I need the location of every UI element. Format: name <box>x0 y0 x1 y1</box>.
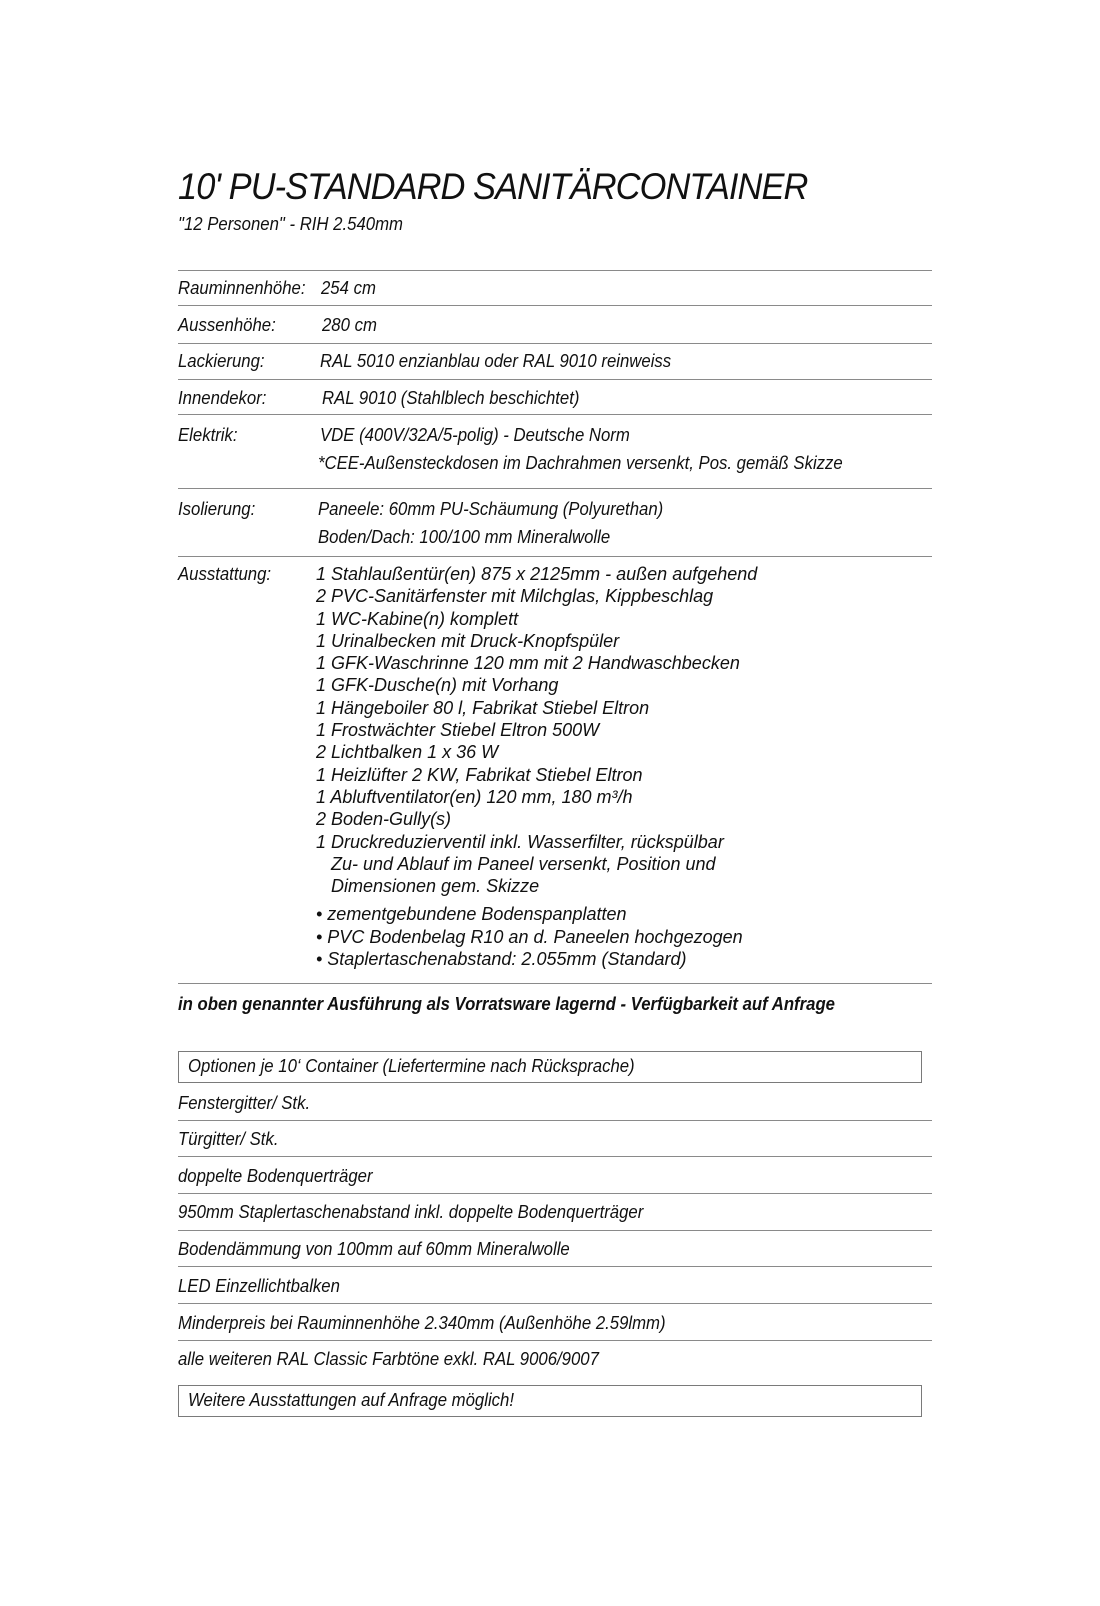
divider <box>178 379 932 380</box>
equipment-item: 1 Stahlaußentür(en) 875 x 2125mm - außen aufgehend <box>316 564 758 584</box>
spec-label: Lackierung: <box>178 351 265 371</box>
option-item: Bodendämmung von 100mm auf 60mm Mineralwolle <box>178 1239 570 1259</box>
divider <box>178 305 932 306</box>
page-title: 10' PU-STANDARD SANITÄRCONTAINER <box>178 166 808 207</box>
options-header: Optionen je 10‘ Container (Liefertermine nach Rücksprache) <box>188 1056 635 1076</box>
divider <box>178 1230 932 1231</box>
equipment-item: 1 Heizlüfter 2 KW, Fabrikat Stiebel Eltron <box>316 764 643 785</box>
option-item: Fenstergitter/ Stk. <box>178 1093 311 1113</box>
divider <box>178 983 932 984</box>
options-header-box <box>178 1051 922 1083</box>
option-item: alle weiteren RAL Classic Farbtöne exkl. RAL 9006/9007 <box>178 1349 599 1369</box>
divider <box>178 1193 932 1194</box>
spec-value-2: Boden/Dach: 100/100 mm Mineralwolle <box>318 527 611 547</box>
divider <box>178 1266 932 1267</box>
equipment-item: 1 Druckreduzierventil inkl. Wasserfilter, rückspülbar <box>316 831 724 852</box>
spec-label: Innendekor: <box>178 388 267 408</box>
equipment-item: 2 Lichtbalken 1 x 36 W <box>316 742 499 763</box>
equipment-item: 1 Frostwächter Stiebel Eltron 500W <box>316 720 600 741</box>
divider <box>178 343 932 344</box>
option-item: Minderpreis bei Rauminnenhöhe 2.340mm (Außenhöhe 2.59lmm) <box>178 1313 666 1333</box>
spec-value: RAL 9010 (Stahlblech beschichtet) <box>322 388 580 408</box>
option-item: 950mm Staplertaschenabstand inkl. doppelte Bodenquerträger <box>178 1202 644 1222</box>
option-item: LED Einzellichtbalken <box>178 1276 340 1296</box>
divider <box>178 1120 932 1121</box>
feature-list <box>316 903 743 971</box>
equipment-item-continued: Dimensionen gem. Skizze <box>331 876 540 897</box>
spec-label: Ausstattung: <box>178 564 272 584</box>
equipment-item: 2 PVC-Sanitärfenster mit Milchglas, Kippbeschlag <box>316 586 714 607</box>
spec-label: Rauminnenhöhe: <box>178 278 306 298</box>
option-item: doppelte Bodenquerträger <box>178 1166 373 1186</box>
equipment-item: 1 WC-Kabine(n) komplett <box>316 608 519 629</box>
divider <box>178 556 932 557</box>
equipment-item-continued: Zu- und Ablauf im Paneel versenkt, Position und <box>331 853 716 874</box>
equipment-item: 1 Hängeboiler 80 l, Fabrikat Stiebel Eltron <box>316 697 650 718</box>
spec-value-note: *CEE-Außensteckdosen im Dachrahmen versenkt, Pos. gemäß Skizze <box>318 453 843 473</box>
equipment-item: 1 GFK-Dusche(n) mit Vorhang <box>316 675 559 696</box>
equipment-list <box>316 563 757 897</box>
availability-notice: in oben genannter Ausführung als Vorratsware lagernd - Verfügbarkeit auf Anfrage <box>178 994 836 1014</box>
divider <box>178 1156 932 1157</box>
options-footer-box <box>178 1385 922 1417</box>
feature-item: • zementgebundene Bodenspanplatten <box>316 904 627 924</box>
spec-value: Paneele: 60mm PU-Schäumung (Polyurethan) <box>318 499 664 519</box>
spec-label: Isolierung: <box>178 499 256 519</box>
equipment-item: 2 Boden-Gully(s) <box>316 809 452 830</box>
divider <box>178 414 932 415</box>
spec-label: Aussenhöhe: <box>178 315 276 335</box>
spec-value: 280 cm <box>322 315 377 335</box>
divider <box>178 1340 932 1341</box>
feature-item: • PVC Bodenbelag R10 an d. Paneelen hochgezogen <box>316 926 743 947</box>
equipment-item: 1 Abluftventilator(en) 120 mm, 180 m³/h <box>316 786 633 807</box>
spec-value: 254 cm <box>321 278 376 298</box>
options-footer: Weitere Ausstattungen auf Anfrage möglich! <box>188 1390 515 1410</box>
equipment-item: 1 GFK-Waschrinne 120 mm mit 2 Handwaschbecken <box>316 653 740 674</box>
divider <box>178 1303 932 1304</box>
divider <box>178 488 932 489</box>
spec-value: VDE (400V/32A/5-polig) - Deutsche Norm <box>320 425 630 445</box>
feature-item: • Staplertaschenabstand: 2.055mm (Standard) <box>316 949 687 969</box>
spec-value: RAL 5010 enzianblau oder RAL 9010 reinweiss <box>320 351 672 371</box>
option-item: Türgitter/ Stk. <box>178 1129 279 1149</box>
divider <box>178 270 932 271</box>
spec-label: Elektrik: <box>178 425 238 445</box>
equipment-item: 1 Urinalbecken mit Druck-Knopfspüler <box>316 630 620 651</box>
page-subtitle: "12 Personen" - RIH 2.540mm <box>178 214 403 234</box>
